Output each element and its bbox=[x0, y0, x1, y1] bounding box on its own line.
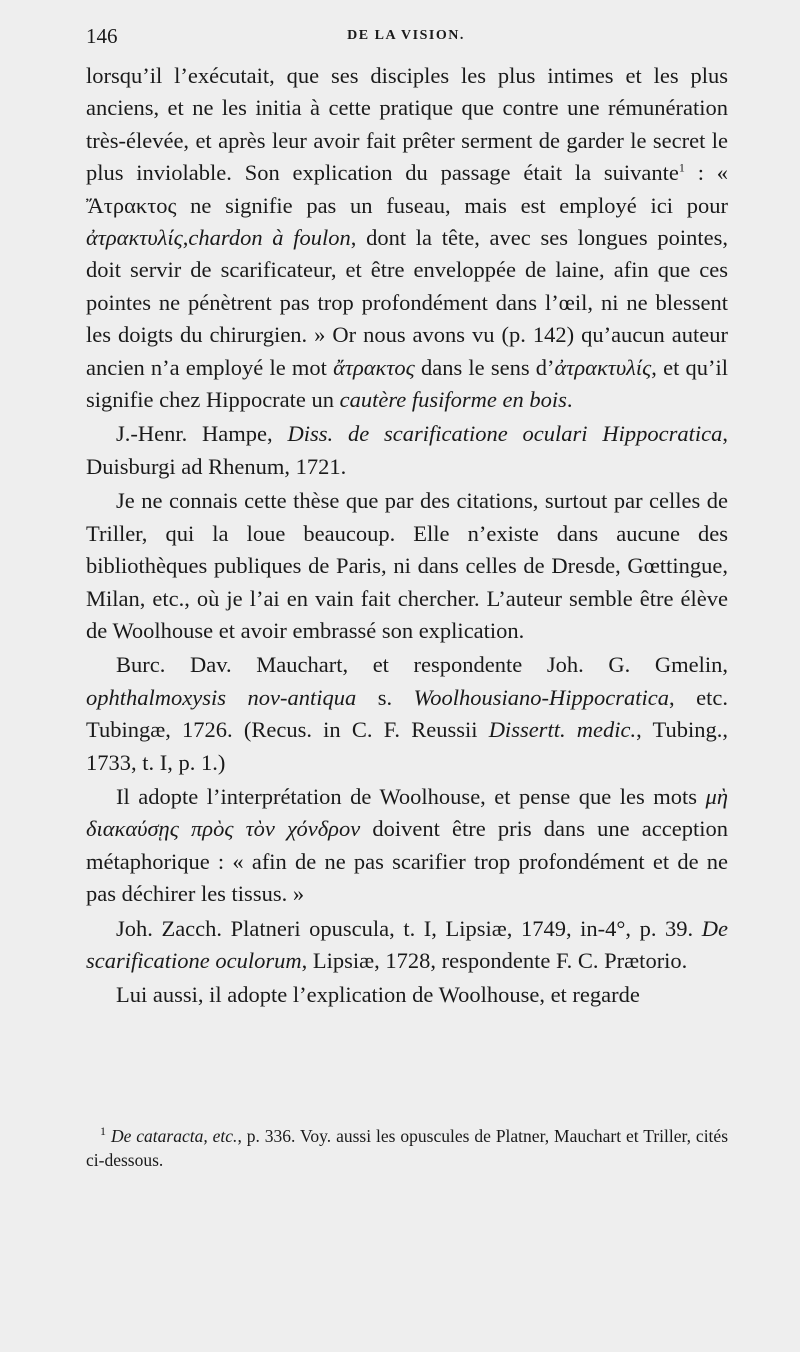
italic-title: Dissertt. medic. bbox=[488, 717, 637, 743]
footnote-number: 1 bbox=[100, 1124, 106, 1139]
text-span: , etc. Tubingæ, 1726. (Recus. in C. F. Reussii bbox=[86, 684, 728, 743]
paragraph-3: Je ne connais cette thèse que par des citations, surtout par celles de Triller, qui la loue beaucoup. Elle n’existe dans aucune des bibliothèques publiques de Paris, ni dans celles de Dresde, Gœttingue, Milan, etc., où je l’ai en vain fait chercher. L’auteur semble être élève de Woolhouse et avoir embrassé son explication. bbox=[86, 488, 728, 643]
paragraph-5 bbox=[86, 781, 728, 911]
text-span: , p. 336. Voy. aussi les opuscules de Platner, Mauchart et Triller, cités ci-dessous. bbox=[86, 1126, 729, 1170]
text-span: J.-Henr. Hampe, bbox=[116, 421, 288, 447]
footnote-ref: 1 bbox=[678, 160, 685, 175]
greek-word: ἀτρακτυλίς bbox=[554, 354, 652, 380]
italic-title: ophthalmoxysis nov-antiqua bbox=[86, 684, 357, 710]
footnote-1 bbox=[86, 1124, 728, 1172]
italic-term: cautère fusiforme en bois bbox=[339, 387, 567, 413]
paragraph-1 bbox=[86, 60, 728, 416]
text-span: lorsqu’il l’exécutait, que ses disciples les plus intimes et les plus anciens, et ne les initia à cette pratique que contre une rémunération très-élevée, et après leur avoir fait prêter serment de garder le secret le plus inviolable. Son explication du passage était la suivante bbox=[86, 63, 728, 186]
italic-term: chardon à foulon bbox=[188, 225, 351, 251]
text-span: Burc. Dav. Mauchart, et respondente Joh. G. Gmelin, bbox=[116, 652, 728, 678]
main-text bbox=[86, 60, 728, 1014]
text-span: , dont la tête, avec ses longues pointes, doit servir de scarificateur, et être enveloppée de laine, afin que ces pointes ne pénètrent pas trop profondément dans l’œil, ni ne blessent les doigts du chirurgien. » Or nous avons vu (p. 142) qu’aucun auteur ancien n’a employé le mot bbox=[86, 225, 728, 380]
text-span: , bbox=[182, 225, 189, 251]
footnotes bbox=[86, 1124, 728, 1172]
page-header bbox=[86, 24, 726, 54]
greek-word: ἀτρακτυλίς bbox=[86, 225, 183, 251]
text-span: s. bbox=[356, 684, 414, 710]
text-span: , Duisburgi ad Rhenum, 1721. bbox=[86, 421, 728, 479]
text-span: : « Ἄτρακτος ne signifie pas un fuseau, mais est employé ici pour bbox=[86, 160, 728, 218]
paragraph-2-citation bbox=[86, 418, 728, 483]
text-span: , et qu’il signifie chez Hippocrate un bbox=[86, 354, 729, 413]
italic-title: De cataracta, etc. bbox=[110, 1126, 238, 1146]
paragraph-4-citation bbox=[86, 649, 728, 779]
text-span: dans le sens d’ bbox=[414, 354, 555, 380]
paragraph-6-citation bbox=[86, 913, 728, 978]
paragraph-7: Lui aussi, il adopte l’explication de Woolhouse, et regarde bbox=[116, 982, 640, 1008]
text-span: doivent être pris dans une acception métaphorique : « afin de ne pas scarifier trop profondément et de ne pas déchirer les tissus. » bbox=[86, 816, 728, 907]
text-span: Joh. Zacch. Platneri opuscula, t. I, Lipsiæ, 1749, in-4°, p. 39. bbox=[116, 915, 702, 941]
text-span: , Lipsiæ, 1728, respondente F. C. Prætorio. bbox=[301, 947, 688, 973]
text-span: , Tubing., 1733, t. I, p. 1.) bbox=[86, 717, 728, 775]
italic-title: De scarificatione oculorum bbox=[86, 915, 728, 973]
page-number: 146 bbox=[86, 24, 118, 48]
text-span: Il adopte l’interprétation de Woolhouse, et pense que les mots bbox=[116, 783, 706, 809]
italic-title: Diss. de scarificatione oculari Hippocratica bbox=[287, 421, 723, 447]
italic-title: Woolhousiano-Hippocratica bbox=[413, 684, 670, 710]
greek-word: ἄτρακτος bbox=[333, 354, 415, 380]
text-span: . bbox=[566, 387, 573, 413]
running-head: DE LA VISION. bbox=[347, 28, 465, 43]
greek-phrase: μὴ διακαύσῃς πρὸς τὸν χόνδρον bbox=[86, 783, 728, 842]
